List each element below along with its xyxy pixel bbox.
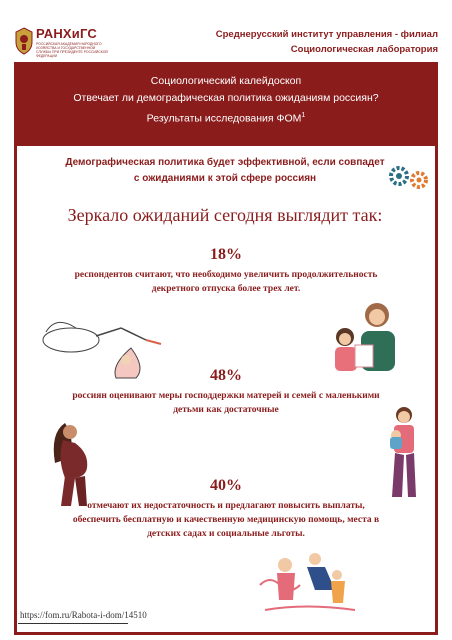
stat-3-description [20, 499, 432, 541]
source-link[interactable]: https://fom.ru/Rabota-i-dom/14510 [20, 610, 147, 620]
banner-line-3 [14, 107, 438, 128]
banner-line-3-text: Результаты исследования ФОМ [146, 112, 302, 125]
mirror-heading: Зеркало ожиданий сегодня выглядит так: [67, 205, 383, 225]
intro-text [30, 155, 420, 187]
footnote-divider [18, 623, 128, 624]
stat-3-line-1: отмечают их недостаточность и предлагают повысить выплаты, [87, 501, 365, 511]
banner-line-1: Социологический калейдоскоп [150, 75, 302, 87]
gears-icon [385, 162, 435, 190]
stat-2-description [20, 389, 432, 417]
intro-line-2: с ожиданиями к этой сфере россиян [133, 173, 317, 184]
logo [14, 26, 110, 60]
stat-3-line-2: обеспечить бесплатную и качественную медицинскую помощь, места в [72, 515, 380, 525]
intro-line-1: Демографическая политика будет эффективной, если совпадет [65, 157, 385, 168]
stat-1-description [20, 268, 432, 296]
grandmother-and-child-illustration [325, 295, 410, 375]
institute-info [216, 27, 438, 57]
footnote-mark: 1 [301, 112, 306, 119]
banner-text [14, 73, 438, 128]
banner-line-2: Отвечает ли демографическая политика ожиданиям россиян? [73, 92, 379, 104]
laboratory-name: Социологическая лаборатория [290, 44, 438, 55]
stat-2-value: 48% [210, 367, 242, 384]
stat-1-line-1: респондентов считают, что необходимо увеличить продолжительность [74, 270, 378, 280]
stat-2-line-1: россиян оценивают меры господдержки матерей и семей с маленькими [72, 391, 380, 401]
logo-subtitle: РОССИЙСКАЯ АКАДЕМИЯ НАРОДНОГО ХОЗЯЙСТВА И ГОСУДАРСТВЕННОЙ СЛУЖБЫ ПРИ ПРЕЗИДЕНТЕ РОССИЙСКОЙ ФЕДЕРАЦИИ [36, 42, 108, 58]
institute-name: Среднерусский институт управления - филиал [215, 29, 438, 40]
stat-1-value: 18% [210, 246, 242, 263]
logo-name: РАНХиГС [36, 26, 97, 41]
family-playing-illustration [255, 545, 360, 617]
stat-3-line-3: детских садах и социальные льготы. [147, 529, 305, 539]
emblem-icon [14, 26, 34, 56]
stat-2-line-2: детьми как достаточные [173, 405, 279, 415]
stat-1-line-2: декретного отпуска более трех лет. [151, 284, 301, 294]
title-banner [14, 62, 438, 146]
stat-3-value: 40% [210, 477, 242, 494]
